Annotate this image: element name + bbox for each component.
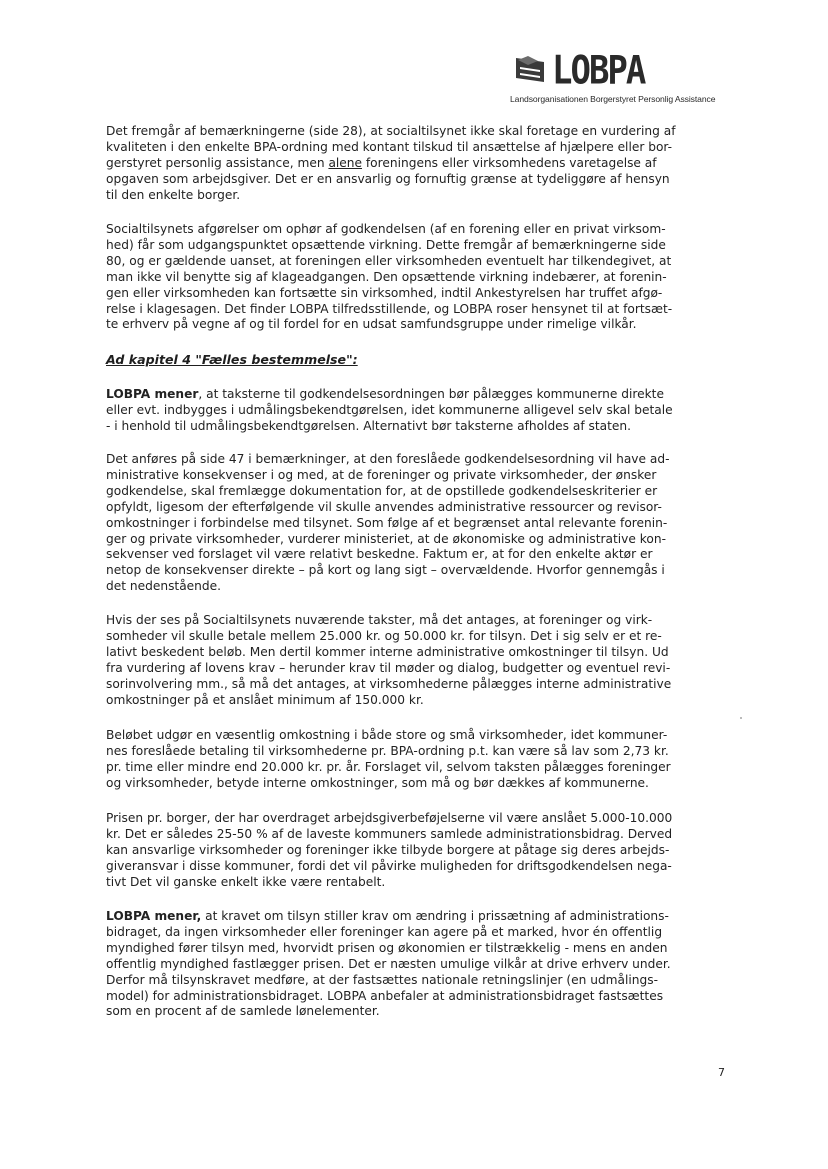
text-line: Socialtilsynets afgørelser om ophør af godkendelsen (af en forening eller en privat virksom- [106, 222, 666, 236]
text-line: som en procent af de samlede lønelementer. [106, 1004, 380, 1019]
text-line: te erhverv på vegne af og til fordel for en udsat samfundsgruppe under rimelige vilkår. [106, 317, 637, 332]
paragraph-1 [106, 124, 742, 204]
text-line: offentlig myndighed fastlægger prisen. Det er næsten umulige vilkår at drive erhverv under. [106, 956, 671, 971]
logo-subtitle: Landsorganisationen Borgerstyret Personlig Assistance [510, 94, 716, 104]
text-line: sorinvolvering mm., så må det antages, at virksomhederne pålægges interne administrative [106, 676, 672, 691]
text-line: ger og private virksomheder, vurderer ministeriet, at de økonomiske og administrative kon- [106, 531, 666, 546]
text-line: bidraget, da ingen virksomheder eller foreninger kan agere på et marked, hvor én offentlig [106, 924, 663, 939]
text-line: opfyldt, ligesom der efterfølgende vil skulle anvendes administrative ressourcer og revisor- [106, 499, 662, 514]
text-line [106, 387, 742, 403]
text-line: ministrative konsekvenser i og med, at de foreninger og private virksomheder, der ønsker [106, 467, 657, 482]
text-line: - i henhold til udmålingsbekendtgørelsen. Alternativt bør taksterne afholdes af staten. [106, 418, 632, 433]
logo-mark-icon [514, 52, 548, 86]
text-line: sekvenser ved forslaget vil være relativt beskedne. Faktum er, at for den enkelte aktør er [106, 547, 653, 562]
text-fragment: gerstyret personlig assistance, men [106, 155, 329, 170]
text-line [106, 156, 742, 172]
text-line: fra vurdering af lovens krav – herunder krav til møder og dialog, budgetter og eventuel revi- [106, 660, 671, 675]
bold-lead: LOBPA mener [106, 387, 199, 401]
text-line: model) for administrationsbidraget. LOBPA anbefaler at administrationsbidraget fastsættes [106, 988, 664, 1003]
text-line: myndighed fører tilsyn med, hvorvidt prisen og økonomien er tilstrækkelig - mens en anden [106, 940, 668, 955]
text-line: somheder vil skulle betale mellem 25.000 kr. og 50.000 kr. for tilsyn. Det i sig selv er et re- [106, 628, 662, 643]
paragraph-5 [106, 613, 742, 708]
text-line: kvaliteten i den enkelte BPA-ordning med kontant tilskud til ansættelse af hjælpere eller bor- [106, 139, 673, 154]
paragraph-3 [106, 387, 742, 435]
text-line: Det anføres på side 47 i bemærkninger, at den foreslåede godkendelsesordning vil have ad- [106, 452, 670, 466]
text-line: nes foreslåede betaling til virksomhederne pr. BPA-ordning p.t. kan være så lav som 2,73 kr. [106, 743, 669, 758]
text-fragment: foreningens eller virksomhedens varetagelse af [362, 155, 657, 170]
text-line: gen eller virksomheden kan fortsætte sin virksomhed, indtil Ankestyrelsen har truffet afgø- [106, 285, 663, 300]
text-fragment: at kravet om tilsyn stiller krav om ændring i prissætning af administrations- [201, 909, 669, 923]
text-line: omkostninger i forbindelse med tilsynet. Som følge af et begrænset antal relevante forenin- [106, 515, 668, 530]
text-line: 80, og er gældende uanset, at foreningen eller virksomheden eventuelt har tilkendegivet, at [106, 253, 672, 268]
text-line: relse i klagesagen. Det finder LOBPA tilfredsstillende, og LOBPA roser hensynet til at fortsæt- [106, 301, 673, 316]
text-line: Det fremgår af bemærkningerne (side 28), at socialtilsynet ikke skal foretage en vurdering af [106, 124, 676, 138]
text-line [106, 909, 742, 925]
text-line: man ikke vil benytte sig af klageadgangen. Den opsættende virkning indebærer, at forenin- [106, 269, 667, 284]
paragraph-8 [106, 909, 742, 1020]
scan-speck [740, 717, 742, 719]
text-line: omkostninger på et anslået minimum af 150.000 kr. [106, 692, 424, 707]
text-fragment: , at taksterne til godkendelsesordningen bør pålægges kommunerne direkte [198, 387, 664, 401]
lobpa-logo [500, 48, 760, 108]
text-line: det nedenstående. [106, 579, 221, 594]
logo-wordmark: LOBPA [552, 48, 645, 94]
text-line: Hvis der ses på Socialtilsynets nuværende takster, må det antages, at foreninger og virk- [106, 613, 653, 627]
bold-lead: LOBPA mener, [106, 909, 202, 923]
text-line: pr. time eller mindre end 20.000 kr. pr. år. Forslaget vil, selvom taksten pålægges foreninger [106, 759, 671, 774]
text-line: hed) får som udgangspunktet opsættende virkning. Dette fremgår af bemærkningerne side [106, 237, 666, 252]
text-line: giveransvar i disse kommuner, fordi det vil påvirke muligheden for driftsgodkendelsen nega- [106, 858, 672, 873]
paragraph-6 [106, 728, 742, 792]
underlined-word: alene [328, 155, 363, 170]
text-line: netop de konsekvenser direkte – på kort og lang sigt – overvældende. Hvorfor gennemgås i [106, 563, 665, 578]
paragraph-7 [106, 811, 742, 891]
text-line: Beløbet udgør en væsentlig omkostning i både store og små virksomheder, idet kommuner- [106, 728, 668, 742]
text-line: og virksomheder, betyde interne omkostninger, som må og bør dækkes af kommunerne. [106, 775, 649, 790]
text-line: Derfor må tilsynskravet medføre, at der fastsættes nationale retningslinjer (en udmålings- [106, 972, 658, 987]
page-number: 7 [718, 1066, 725, 1079]
text-line: kan ansvarlige virksomheder og foreninger ikke tilbyde borgere at påtage sig deres arbejds- [106, 842, 670, 857]
text-line: godkendelse, skal fremlægge dokumentation for, at de opstillede godkendelseskriterier er [106, 483, 658, 498]
text-line: kr. Det er således 25-50 % af de laveste kommuners samlede administrationsbidrag. Derved [106, 826, 673, 841]
text-line: til den enkelte borger. [106, 187, 241, 202]
text-line: Prisen pr. borger, der har overdraget arbejdsgiverbeføjelserne vil være anslået 5.000-10.000 [106, 811, 673, 825]
paragraph-2 [106, 222, 742, 333]
section-heading: Ad kapitel 4 "Fælles bestemmelse": [106, 352, 358, 367]
paragraph-4 [106, 452, 742, 595]
text-line: opgaven som arbejdsgiver. Det er en ansvarlig og fornuftig grænse at tydeliggøre af hensyn [106, 171, 670, 186]
text-line: tivt Det vil ganske enkelt ikke være rentabelt. [106, 874, 386, 889]
text-line: eller evt. indbygges i udmålingsbekendtgørelsen, idet kommunerne alligevel selv skal betale [106, 402, 673, 417]
text-line: lativt beskedent beløb. Men dertil kommer interne administrative omkostninger til tilsyn. Ud [106, 644, 669, 659]
